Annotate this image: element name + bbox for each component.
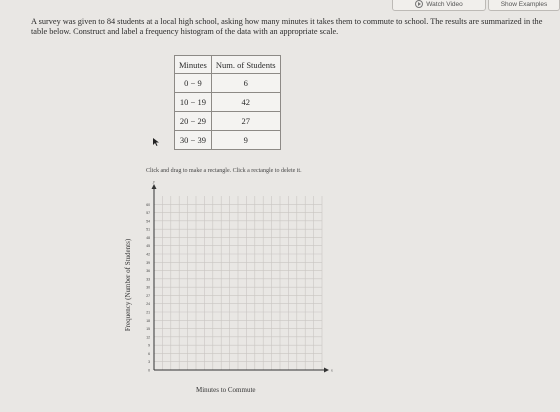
y-tick-label: 21 [146,310,150,315]
y-axis-label: Frequency (Number of Students) [124,238,132,332]
watch-video-label: Watch Video [426,0,463,8]
y-tick-label: 36 [146,269,150,274]
interval-cell: 10 − 19 [175,93,212,112]
graph-instruction: Click and drag to make a rectangle. Click a rectangle to delete it. [146,168,302,174]
count-cell: 9 [211,131,280,150]
y-tick-label: 18 [146,318,150,323]
x-axis-letter: x [331,367,333,373]
y-tick-label: 42 [146,252,150,257]
header-minutes: Minutes [175,56,212,74]
histogram-graph-area[interactable] [136,178,336,380]
x-axis-label: Minutes to Commute [196,386,256,394]
y-tick-label: 51 [146,227,150,232]
y-tick-label: 24 [146,302,150,307]
question-text: A survey was given to 84 students at a local high school, asking how many minutes it takes them to commute to school. The results are summarized in the table below. Construct and label a frequency histogram of the data with an appropriate scale. [31,17,543,36]
y-tick-label: 3 [148,360,150,365]
table-row [175,93,281,112]
table-row [175,131,281,150]
count-cell: 6 [211,74,280,93]
y-tick-label: 60 [146,202,150,207]
y-tick-label: 0 [148,368,150,373]
y-tick-label: 15 [146,327,150,332]
y-tick-label: 9 [148,343,150,348]
interval-cell: 20 − 29 [175,112,212,131]
interval-cell: 0 − 9 [175,74,212,93]
y-tick-label: 57 [146,211,150,216]
table-header-row [175,56,281,74]
y-tick-label: 39 [146,260,150,265]
show-examples-button[interactable] [488,0,560,11]
count-cell: 42 [211,93,280,112]
top-toolbar [0,0,560,12]
y-tick-label: 33 [146,277,150,282]
show-examples-label: Show Examples [500,0,548,8]
table-row [175,74,281,93]
y-axis-arrow-icon [152,184,157,189]
mouse-cursor-icon [152,137,160,147]
watch-video-button[interactable] [392,0,486,11]
y-axis-letter: y [153,179,155,184]
table-row [175,112,281,131]
play-icon [415,0,423,8]
header-num-students: Num. of Students [211,56,280,74]
y-tick-label: 45 [146,244,150,249]
y-tick-label: 12 [146,335,150,340]
y-tick-label: 30 [146,285,150,290]
frequency-table [174,55,281,150]
interval-cell: 30 − 39 [175,131,212,150]
y-tick-label: 6 [148,351,150,356]
count-cell: 27 [211,112,280,131]
x-axis-arrow-icon [324,368,329,373]
graph-grid [154,196,322,370]
y-tick-label: 27 [146,293,150,298]
y-tick-label: 48 [146,235,150,240]
y-tick-label: 54 [146,219,150,224]
y-tick-labels [146,203,150,373]
